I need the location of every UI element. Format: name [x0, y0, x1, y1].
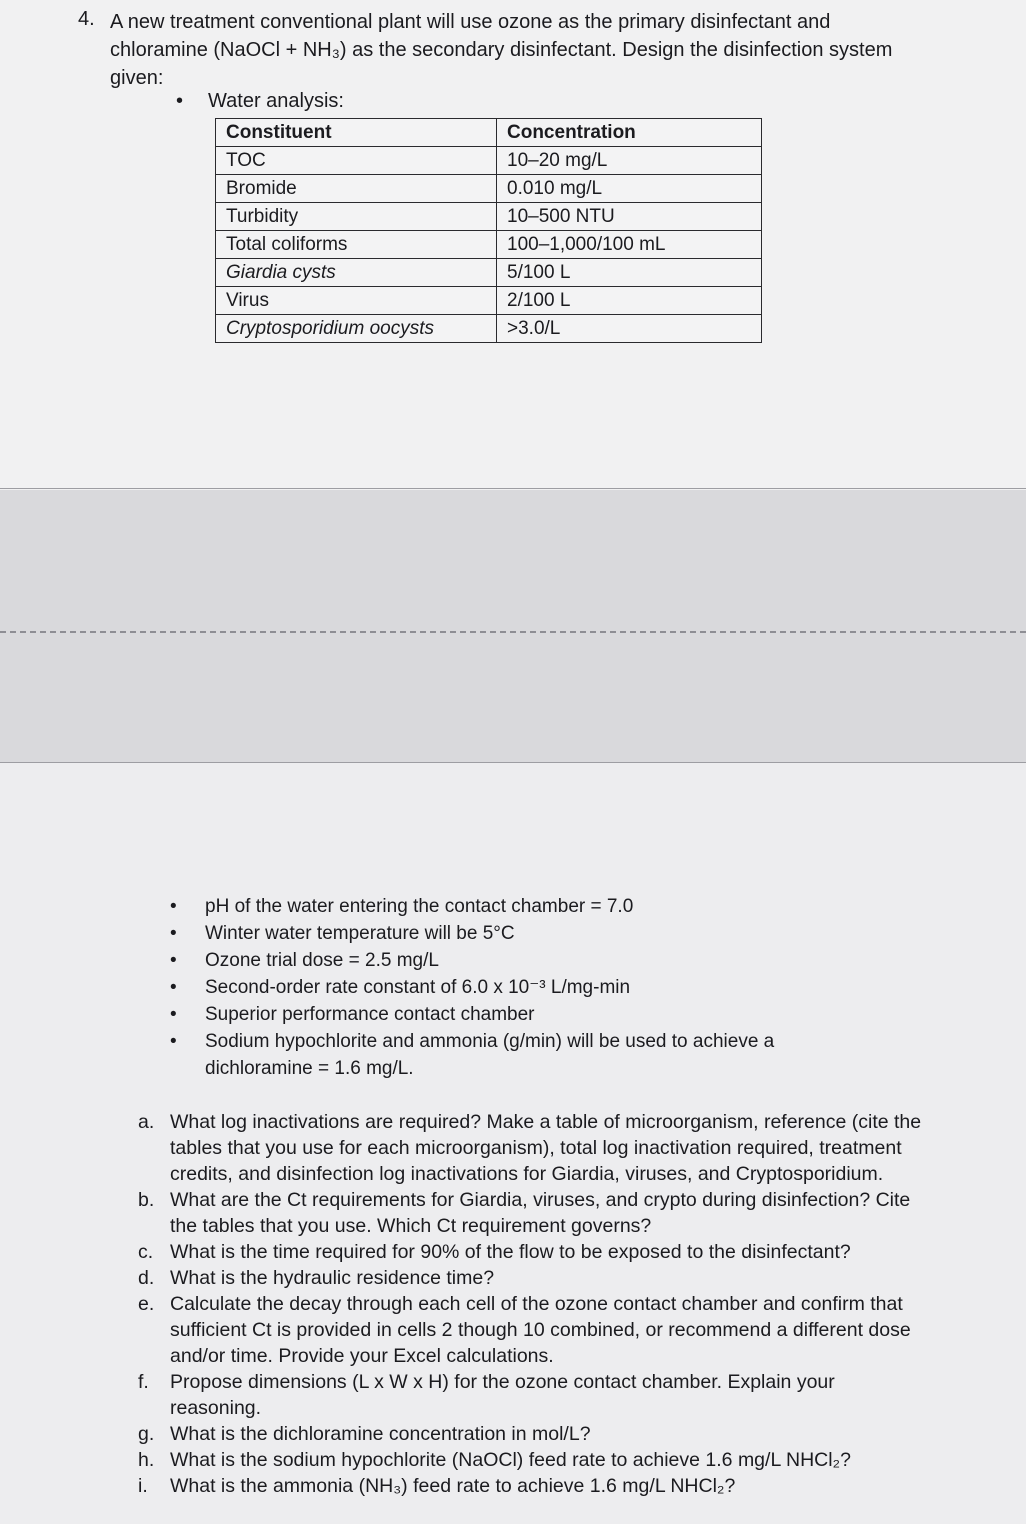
question-text: A new treatment conventional plant will use ozone as the primary disinfectant and chloramine (NaOCl + NH₃) as the secondary disinfectant. Design the disinfection system given: — [110, 11, 893, 89]
subquestion-text: Propose dimensions (L x W x H) for the ozone contact chamber. Explain your reasoning. — [170, 1371, 835, 1419]
cell-constituent: Cryptosporidium oocysts — [216, 315, 497, 343]
table-row — [216, 203, 762, 231]
table-row — [216, 147, 762, 175]
cell-concentration: >3.0/L — [497, 315, 762, 343]
table-header-row — [216, 119, 762, 147]
cell-concentration: 10–20 mg/L — [497, 147, 762, 175]
subquestion-text: Calculate the decay through each cell of the ozone contact chamber and confirm that sufficient Ct is provided in cells 2 though 10 combined, or recommend a different dose and/or time. Provide your Excel calculations. — [170, 1293, 911, 1367]
bullet-icon: • — [170, 950, 177, 971]
subquestion-letter: d. — [138, 1267, 155, 1289]
list-item — [134, 1369, 924, 1421]
header-constituent: Constituent — [216, 119, 497, 147]
subquestion-text: What is the time required for 90% of the flow to be exposed to the disinfectant? — [170, 1241, 851, 1263]
list-item — [170, 974, 850, 1001]
cell-concentration: 100–1,000/100 mL — [497, 231, 762, 259]
given-text: Second-order rate constant of 6.0 x 10⁻³ L/mg-min — [205, 977, 631, 998]
list-item — [134, 1239, 924, 1265]
subquestion-letter: e. — [138, 1293, 155, 1315]
given-conditions-list — [170, 893, 850, 1082]
list-item — [170, 920, 850, 947]
subquestion-text: What are the Ct requirements for Giardia, viruses, and crypto during disinfection? Cite the tables that you use. Which Ct requirement governs? — [170, 1189, 911, 1237]
dashed-fold-line — [0, 631, 1026, 633]
subquestion-letter: i. — [138, 1475, 148, 1497]
table-row — [216, 259, 762, 287]
subquestion-text: What is the sodium hypochlorite (NaOCl) feed rate to achieve 1.6 mg/L NHCl₂? — [170, 1449, 851, 1471]
subquestion-letter: h. — [138, 1449, 155, 1471]
table-row — [216, 287, 762, 315]
bullet-icon: • — [170, 896, 177, 917]
subquestion-letter: a. — [138, 1111, 155, 1133]
bullet-icon: • — [176, 90, 184, 112]
cell-constituent: Virus — [216, 287, 497, 315]
cell-constituent: Turbidity — [216, 203, 497, 231]
list-item — [134, 1473, 924, 1499]
cell-constituent: TOC — [216, 147, 497, 175]
list-item — [134, 1187, 924, 1239]
subquestion-text: What log inactivations are required? Make a table of microorganism, reference (cite the tables that you use for each microorganism), total log inactivation required, treatment credits, and disinfection log inactivations for Giardia, viruses, and Cryptosporidium. — [170, 1111, 922, 1185]
list-item — [170, 1001, 850, 1028]
list-item — [170, 893, 850, 920]
list-item — [170, 947, 850, 974]
list-item — [134, 1421, 924, 1447]
cell-constituent: Total coliforms — [216, 231, 497, 259]
table-row — [216, 231, 762, 259]
cell-concentration: 2/100 L — [497, 287, 762, 315]
subquestion-letter: b. — [138, 1189, 155, 1211]
cell-constituent: Bromide — [216, 175, 497, 203]
subquestion-letter: c. — [138, 1241, 154, 1263]
question-number: 4. — [78, 8, 95, 30]
subquestion-list — [134, 1109, 924, 1499]
cell-constituent: Giardia cysts — [216, 259, 497, 287]
given-text: Winter water temperature will be 5°C — [205, 923, 515, 944]
subquestion-text: What is the dichloramine concentration in mol/L? — [170, 1423, 591, 1445]
cell-concentration: 0.010 mg/L — [497, 175, 762, 203]
bullet-icon: • — [170, 1004, 177, 1025]
page-edge-line — [0, 488, 1026, 489]
water-analysis-label: Water analysis: — [208, 90, 344, 112]
subquestion-text: What is the hydraulic residence time? — [170, 1267, 495, 1289]
subquestion-letter: f. — [138, 1371, 149, 1393]
list-item — [134, 1447, 924, 1473]
list-item — [170, 1028, 850, 1082]
page-gap-region — [0, 490, 1026, 762]
given-text: pH of the water entering the contact chamber = 7.0 — [205, 896, 634, 917]
subquestion-letter: g. — [138, 1423, 155, 1445]
subquestion-text: What is the ammonia (NH₃) feed rate to achieve 1.6 mg/L NHCl₂? — [170, 1475, 736, 1497]
table-row — [216, 315, 762, 343]
cell-concentration: 10–500 NTU — [497, 203, 762, 231]
given-text: Superior performance contact chamber — [205, 1004, 535, 1025]
header-concentration: Concentration — [497, 119, 762, 147]
bullet-icon: • — [170, 977, 177, 998]
table-row — [216, 175, 762, 203]
given-text: Sodium hypochlorite and ammonia (g/min) will be used to achieve a dichloramine = 1.6 mg/L. — [205, 1031, 775, 1079]
bullet-icon: • — [170, 1031, 177, 1052]
bullet-icon: • — [170, 923, 177, 944]
cell-concentration: 5/100 L — [497, 259, 762, 287]
water-analysis-table — [215, 118, 762, 343]
list-item — [134, 1291, 924, 1369]
list-item — [134, 1265, 924, 1291]
given-text: Ozone trial dose = 2.5 mg/L — [205, 950, 439, 971]
list-item — [134, 1109, 924, 1187]
page-edge-line — [0, 762, 1026, 763]
